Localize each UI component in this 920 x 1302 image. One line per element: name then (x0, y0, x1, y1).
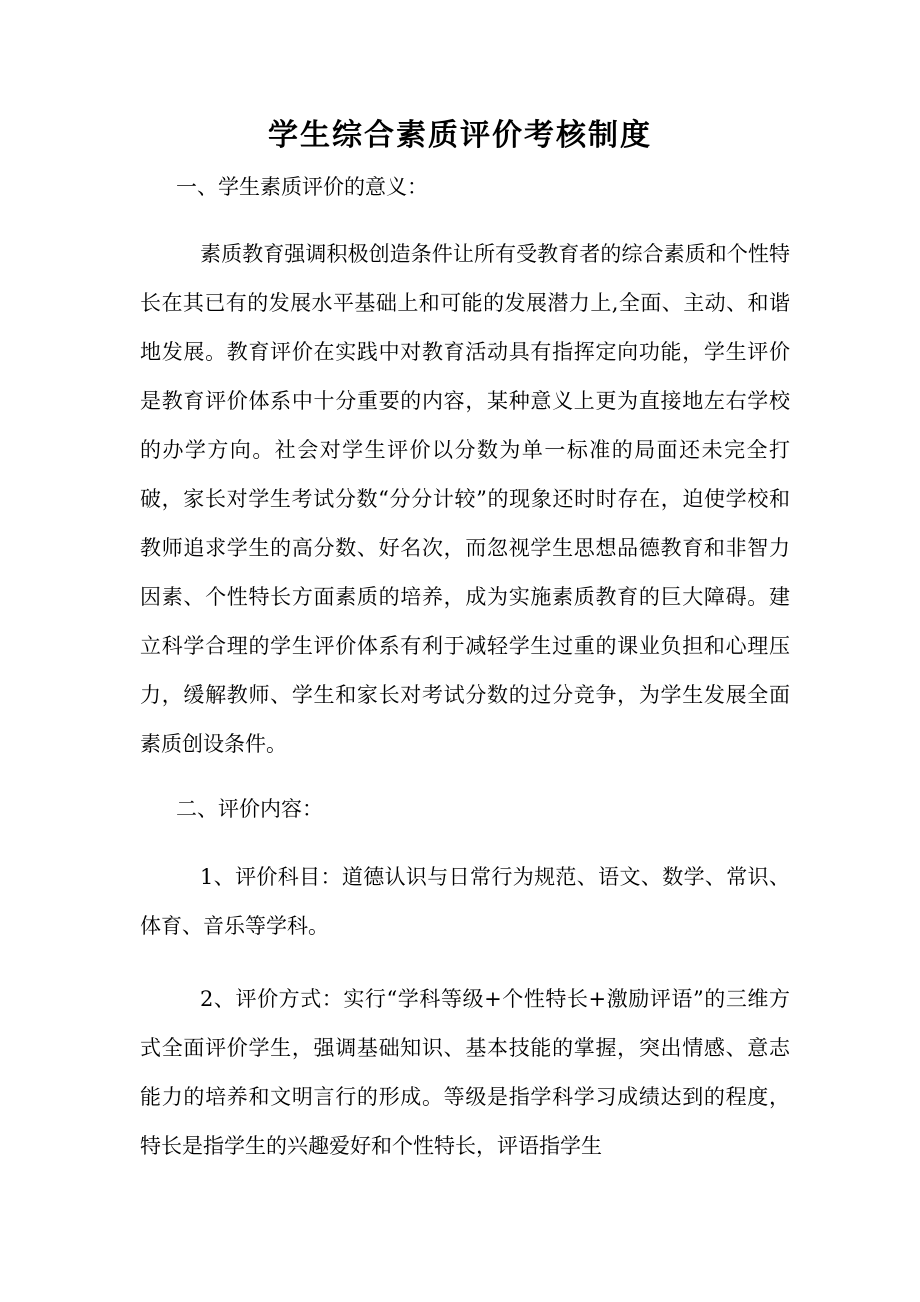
section-2-heading: 二、评价内容： (176, 797, 323, 821)
document-title: 学生综合素质评价考核制度 (268, 118, 652, 153)
section-2-item-2: 2、评价方式：实行“学科等级+个性特长+激励评语”的三维方式全面评价学生，强调基础知识、基本技能的掌握，突出情感、意志能力的培养和文明言行的形成。等级是指学科学习成绩达到的程度，特长是指学生的兴趣爱好和个性特长，评语指学生 (140, 987, 790, 1158)
section-1-heading: 一、学生素质评价的意义： (176, 175, 428, 199)
section-1-paragraph: 素质教育强调积极创造条件让所有受教育者的综合素质和个性特长在其已有的发展水平基础上和可能的发展潜力上,全面、主动、和谐地发展。教育评价在实践中对教育活动具有指挥定向功能，学生评价是教育评价体系中十分重要的内容，某种意义上更为直接地左右学校的办学方向。社会对学生评价以分数为单一标准的局面还未完全打破，家长对学生考试分数“分分计较”的现象还时时存在，迫使学校和教师追求学生的高分数、好名次，而忽视学生思想品德教育和非智力因素、个性特长方面素质的培养，成为实施素质教育的巨大障碍。建立科学合理的学生评价体系有利于减轻学生过重的课业负担和心理压力，缓解教师、学生和家长对考试分数的过分竞争，为学生发展全面素质创设条件。 (140, 242, 790, 756)
section-2-item-1: 1、评价科目：道德认识与日常行为规范、语文、数学、常识、体育、音乐等学科。 (140, 865, 790, 938)
